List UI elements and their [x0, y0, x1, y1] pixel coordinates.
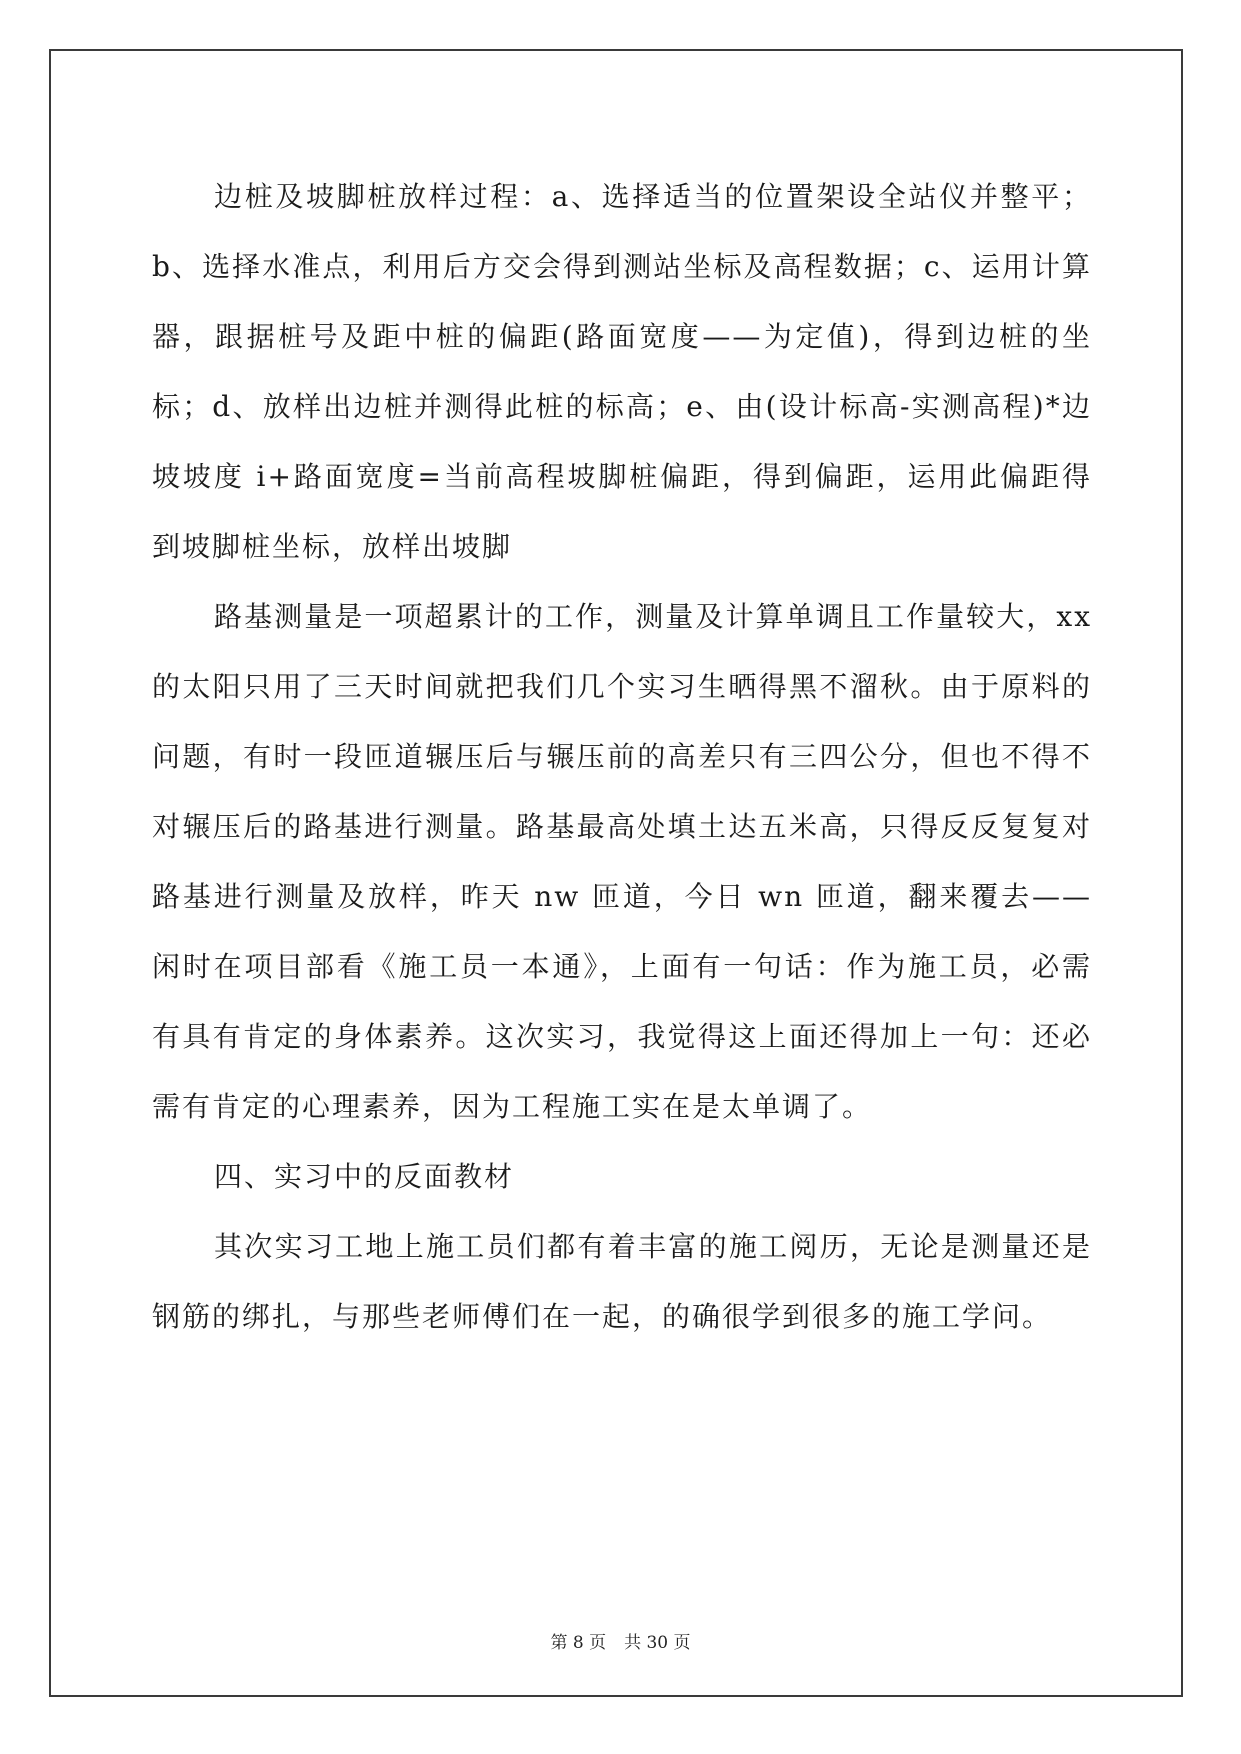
page-footer [0, 1628, 1241, 1653]
section-heading: 四、实习中的反面教材 [214, 1160, 515, 1193]
paragraph-workers-experience: 其次实习工地上施工员们都有着丰富的施工阅历，无论是测量还是钢筋的绑扎，与那些老师傅们在一起，的确很学到很多的施工学问。 [152, 1230, 1092, 1333]
page-total: 共 30 页 [624, 1633, 691, 1653]
paragraph-subgrade-survey: 路基测量是一项超累计的工作，测量及计算单调且工作量较大，xx的太阳只用了三天时间就把我们几个实习生晒得黑不溜秋。由于原料的问题，有时一段匝道辗压后与辗压前的高差只有三四公分，但也不得不对辗压后的路基进行测量。路基最高处填土达五米高，只得反反复复对路基进行测量及放样，昨天 nw 匝道，今日 wn 匝道，翻来覆去——闲时在项目部看《施工员一本通》，上面有一句话：作为施工员，必需有具有肯定的身体素养。这次实习，我觉得这上面还得加上一句：还必需有肯定的心理素养，因为工程施工实在是太单调了。 [152, 600, 1092, 1123]
page-number: 第 8 页 [550, 1633, 607, 1653]
document-body [152, 162, 1092, 1352]
paragraph-stake-layout: 边桩及坡脚桩放样过程：a、选择适当的位置架设全站仪并整平；b、选择水准点，利用后方交会得到测站坐标及高程数据；c、运用计算器，跟据桩号及距中桩的偏距(路面宽度——为定值)，得到边桩的坐标；d、放样出边桩并测得此桩的标高；e、由(设计标高-实测高程)*边坡坡度 i+路面宽度=当前高程坡脚桩偏距，得到偏距，运用此偏距得到坡脚桩坐标，放样出坡脚 [152, 180, 1092, 563]
